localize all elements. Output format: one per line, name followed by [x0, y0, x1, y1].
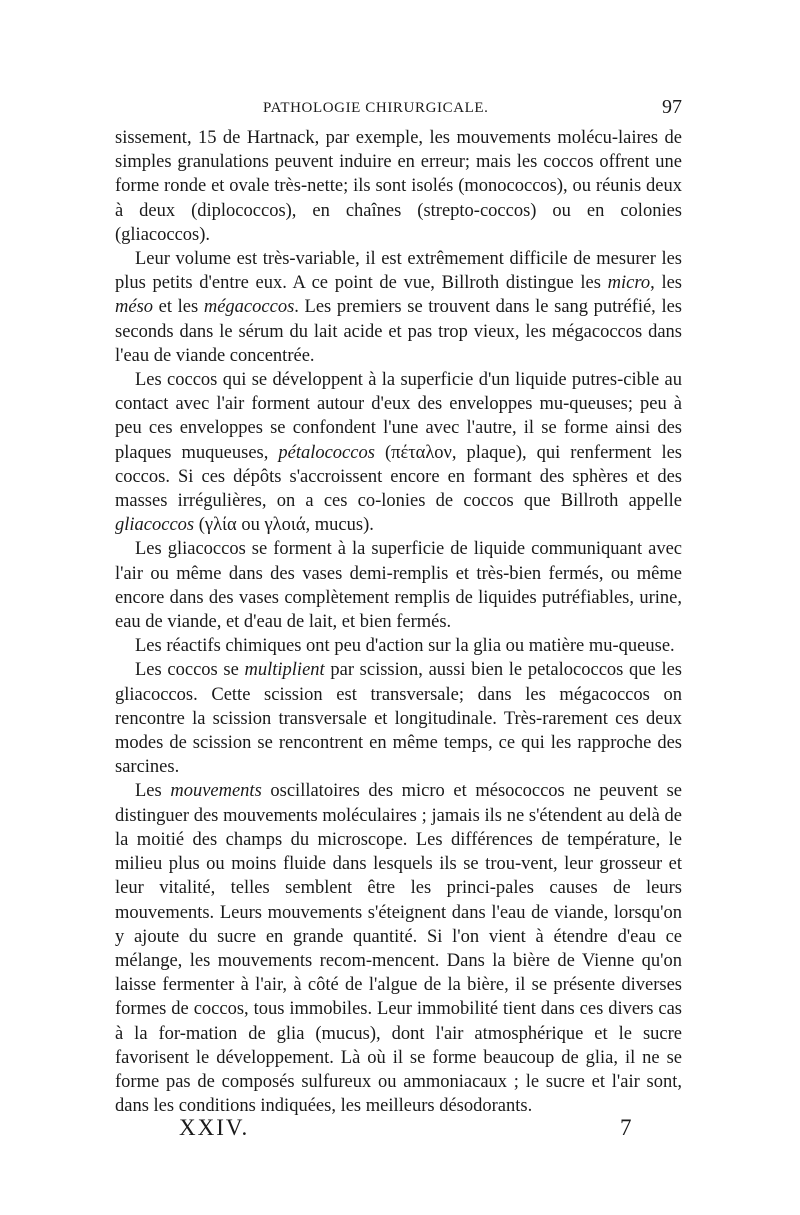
- paragraph-5: Les réactifs chimiques ont peu d'action sur la glia ou matière mu-queuse.: [135, 636, 675, 657]
- page-footer: [115, 1115, 682, 1145]
- paragraph-4: Les gliacoccos se forment à la superficie de liquide communiquant avec l'air ou même dans des vases demi-remplis et très-bien fermés, ou même encore dans des vases complètement remplis de liquides putréfiables, urine, eau de viande, et d'eau de lait, et bien fermés.: [115, 539, 682, 633]
- term-petalococcos: pétalococcos: [278, 442, 375, 463]
- paragraph-1: sissement, 15 de Hartnack, par exemple, les mouvements molécu-laires de simples granulations peuvent induire en erreur; mais les coccos offrent une forme ronde et ovale très-nette; ils sont isolés (monococcos), ou réunis deux à deux (diplococcos), en chaînes (strepto-coccos) ou en colonies (gliacoccos).: [115, 128, 682, 245]
- term-mouvements: mouvements: [170, 781, 262, 802]
- term-multiplient: multiplient: [244, 660, 325, 681]
- paragraph-2: Leur volume est très-variable, il est extrêmement difficile de mesurer les plus petits d'entre eux. A ce point de vue, Billroth distingue les micro, les méso et les mégacoccos. Les premiers se trouvent dans le sang putréfié, les seconds dans le sérum du lait acide et pas trop vieux, les mégacoccos dans l'eau de viande concentrée.: [115, 249, 683, 366]
- body-text: [115, 126, 682, 1118]
- paragraph-7: Les mouvements oscillatoires des micro et mésococcos ne peuvent se distinguer des mouvements moléculaires ; jamais ils ne s'étendent au delà de la moitié des champs du microscope. Les différences de température, le milieu plus ou moins fluide dans lesquels ils se trou-vent, leur grosseur et leur vitalité, telles semblent être les princi-pales causes de leurs mouvements. Leurs mouvements s'éteignent dans l'eau de viande, lorsqu'on y ajoute du sucre en grande quantité. Si l'on vient à étendre d'eau ce mélange, les mouvements recom-mencent. Dans la bière de Vienne qu'on laisse fermenter à l'air, à côté de l'algue de la bière, il se présente diverses formes de coccos, tous immobiles. Leur immobilité tient dans ces divers cas à la for-mation de glia (mucus), dont l'air atmosphérique et le sucre favorisent le développement. Là où il se forme beaucoup de glia, il ne se forme pas de composés sulfureux ou ammoniacaux ; le sucre et l'air sont, dans les conditions indiquées, les meilleurs désodorants.: [115, 781, 683, 1117]
- term-gliacoccos: gliacoccos: [115, 515, 195, 536]
- page-number: 97: [662, 96, 682, 118]
- term-micro: micro: [607, 273, 651, 294]
- term-megacoccos: mégacoccos: [203, 297, 295, 318]
- paragraph-3: Les coccos qui se développent à la superficie d'un liquide putres-cible au contact avec l'air forment autour d'eux des enveloppes mu-queuses; peu à peu ces enveloppes se confondent l'une avec l'autre, il se forme ainsi des plaques muqueuses, pétalococcos (πέταλον, plaque), qui renferment les coccos. Si ces dépôts s'accroissent encore en formant des sphères et des masses irrégulières, on a ces co-lonies de coccos que Billroth appelle gliacoccos (γλία ou γλοιά, mucus).: [115, 370, 682, 536]
- paragraph-6: Les coccos se multiplient par scission, aussi bien le petalococcos que les gliacoccos. Cette scission est transversale; dans les mégacoccos on rencontre la scission transversale et longitudinale. Très-rarement ces deux modes de scission se rencontrent en même temps, ce qui les rapproche des sarcines.: [115, 660, 682, 778]
- running-head: PATHOLOGIE CHIRURGICALE.: [263, 100, 489, 116]
- term-meso: méso: [115, 297, 154, 318]
- signature-number: 7: [620, 1115, 632, 1140]
- signature-mark: XXIV.: [179, 1115, 250, 1140]
- page-header: [115, 96, 682, 122]
